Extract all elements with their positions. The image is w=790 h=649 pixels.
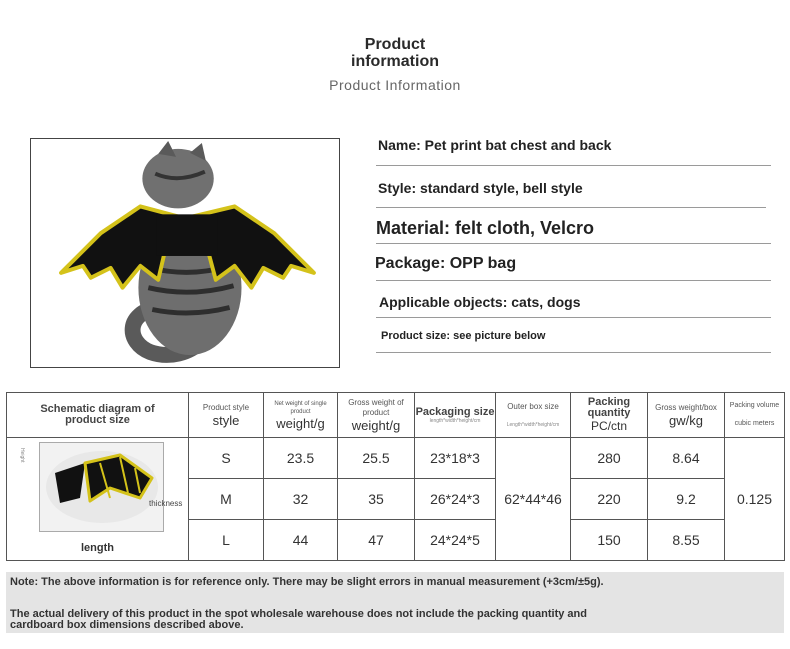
header-gross-weight: Gross weight of product weight/g [338,393,415,438]
cell-outer-box: 62*44*46 [496,438,571,561]
cell-packaging: 23*18*3 [415,438,496,479]
product-photo [30,138,340,368]
cell-qty: 150 [571,520,648,561]
spec-material: Material: felt cloth, Velcro [376,218,595,238]
diagram-height-label: Height [19,448,25,463]
table-row [7,438,785,479]
divider [376,207,766,208]
cell-gross: 25.5 [338,438,415,479]
cell-qty: 220 [571,479,648,520]
size-diagram [7,438,189,561]
cell-gw: 8.64 [648,438,725,479]
page-title-line1: Product [364,36,426,53]
cell-gross: 47 [338,520,415,561]
spec-package: Package: OPP bag [375,255,517,272]
cell-volume: 0.125 [725,438,785,561]
header-packaging-size: Packaging size length*width*height/cm [415,393,496,438]
harness [156,214,217,256]
cell-net: 23.5 [264,438,338,479]
note-box [6,572,784,633]
wings-diagram-illustration [40,443,163,531]
header-gross-weight-box: Gross weight/box gw/kg [648,393,725,438]
page-subtitle: Product Information [329,77,461,93]
note-line-1: Note: The above information is for reference only. There may be slight errors in manual measurement (+3cm/±5g). [10,576,604,588]
header-packing-quantity: Packing quantity PC/ctn [571,393,648,438]
spec-applicable: Applicable objects: cats, dogs [379,294,581,310]
divider [376,243,771,244]
page-title-line2: information [351,53,439,70]
cell-style: L [189,520,264,561]
cell-style: M [189,479,264,520]
header-style: Product style style [189,393,264,438]
header-diagram: Schematic diagram of product size [7,393,189,438]
cell-gross: 35 [338,479,415,520]
header-outer-box: Outer box size Length*width*height/cm [496,393,571,438]
cell-gw: 9.2 [648,479,725,520]
cell-style: S [189,438,264,479]
table-header-row [7,393,785,438]
cell-packaging: 26*24*3 [415,479,496,520]
divider [376,165,771,166]
note-line-2: The actual delivery of this product in the spot wholesale warehouse does not include the packing quantity and cardboard box dimensions described above. [10,608,587,631]
diagram-length-label: length [81,542,114,554]
page-title [0,36,790,70]
spec-style: Style: standard style, bell style [378,180,583,196]
diagram-thickness-label: thickness [149,499,183,508]
diagram-image [39,442,164,532]
spec-name: Name: Pet print bat chest and back [378,137,612,153]
divider [376,352,771,353]
cell-qty: 280 [571,438,648,479]
spec-size: Product size: see picture below [381,330,546,342]
header-net-weight: Net weight of single product weight/g [264,393,338,438]
divider [376,280,771,281]
cell-packaging: 24*24*5 [415,520,496,561]
header-packing-volume: Packing volume cubic meters [725,393,785,438]
cat-bat-wings-illustration [31,139,339,367]
cell-net: 44 [264,520,338,561]
divider [376,317,771,318]
size-table [6,392,784,560]
cell-gw: 8.55 [648,520,725,561]
cell-net: 32 [264,479,338,520]
